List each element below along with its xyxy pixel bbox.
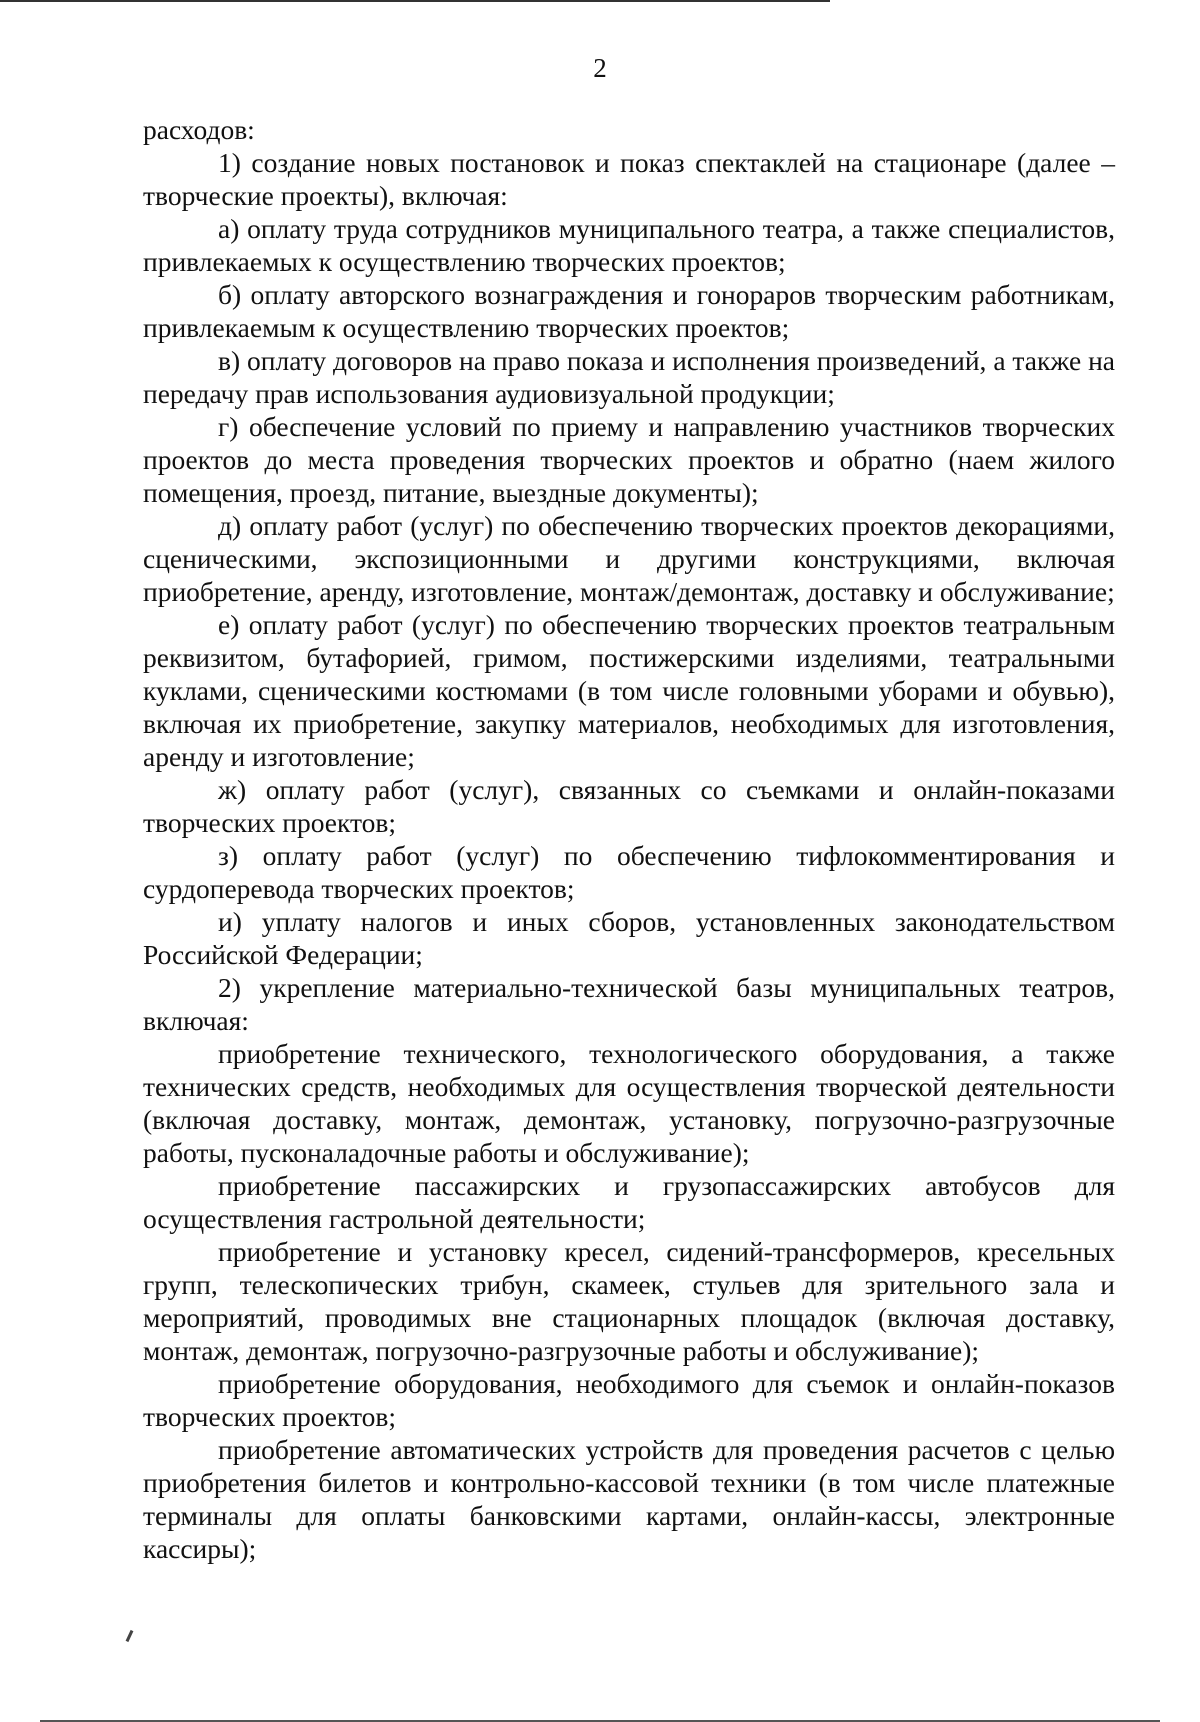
scan-artifact-mark <box>126 1630 134 1642</box>
paragraph-item-z: з) оплату работ (услуг) по обеспечению тифлокомментирования и сурдоперевода творческих проектов; <box>143 840 1115 904</box>
paragraph-seating: приобретение и установку кресел, сидений-трансформеров, кресельных групп, телескопических трибун, скамеек, стульев для зрительного зала и мероприятий, проводимых вне стационарных площадок (включая доставку, монтаж, демонтаж, погрузочно-разгрузочные работы и обслуживание); <box>143 1236 1115 1366</box>
paragraph-item-a: а) оплату труда сотрудников муниципального театра, а также специалистов, привлекаемых к осуществлению творческих проектов; <box>143 213 1115 277</box>
paragraph-item-1: 1) создание новых постановок и показ спектаклей на стационаре (далее – творческие проекты), включая: <box>143 147 1115 211</box>
paragraph-equipment: приобретение технического, технологического оборудования, а также технических средств, необходимых для осуществления творческой деятельности (включая доставку, монтаж, демонтаж, установку, погрузочно-разгрузочные работы, пусконаладочные работы и обслуживание); <box>143 1038 1115 1168</box>
paragraph-filming-equipment: приобретение оборудования, необходимого для съемок и онлайн-показов творческих проектов; <box>143 1368 1115 1432</box>
scan-edge-top <box>0 0 830 2</box>
paragraph-item-g: г) обеспечение условий по приему и направлению участников творческих проектов до места проведения творческих проектов и обратно (наем жилого помещения, проезд, питание, выездные документы); <box>143 411 1115 508</box>
paragraph-continuation: расходов: <box>143 114 255 145</box>
paragraph-item-b: б) оплату авторского вознаграждения и гонораров творческим работникам, привлекаемым к осуществлению творческих проектов; <box>143 279 1115 343</box>
paragraph-buses: приобретение пассажирских и грузопассажирских автобусов для осуществления гастрольной деятельности; <box>143 1170 1115 1234</box>
document-body <box>143 113 1115 1565</box>
page-number: 2 <box>593 53 607 83</box>
paragraph-item-d: д) оплату работ (услуг) по обеспечению творческих проектов декорациями, сценическими, экспозиционными и другими конструкциями, включая приобретение, аренду, изготовление, монтаж/демонтаж, доставку и обслуживание; <box>143 510 1115 607</box>
paragraph-item-zh: ж) оплату работ (услуг), связанных со съемками и онлайн-показами творческих проектов; <box>143 774 1115 838</box>
paragraph-item-v: в) оплату договоров на право показа и исполнения произведений, а также на передачу прав использования аудиовизуальной продукции; <box>143 345 1115 409</box>
paragraph-item-e: е) оплату работ (услуг) по обеспечению творческих проектов театральным реквизитом, бутафорией, гримом, постижерскими изделиями, театральными куклами, сценическими костюмами (в том числе головными уборами и обувью), включая их приобретение, закупку материалов, необходимых для изготовления, аренду и изготовление; <box>143 609 1115 772</box>
paragraph-payment-devices: приобретение автоматических устройств для проведения расчетов с целью приобретения билетов и контрольно-кассовой техники (в том числе платежные терминалы для оплаты банковскими картами, онлайн-кассы, электронные кассиры); <box>143 1434 1115 1564</box>
paragraph-item-i: и) уплату налогов и иных сборов, установленных законодательством Российской Федерации; <box>143 906 1115 970</box>
paragraph-item-2: 2) укрепление материально-технической базы муниципальных театров, включая: <box>143 972 1115 1036</box>
